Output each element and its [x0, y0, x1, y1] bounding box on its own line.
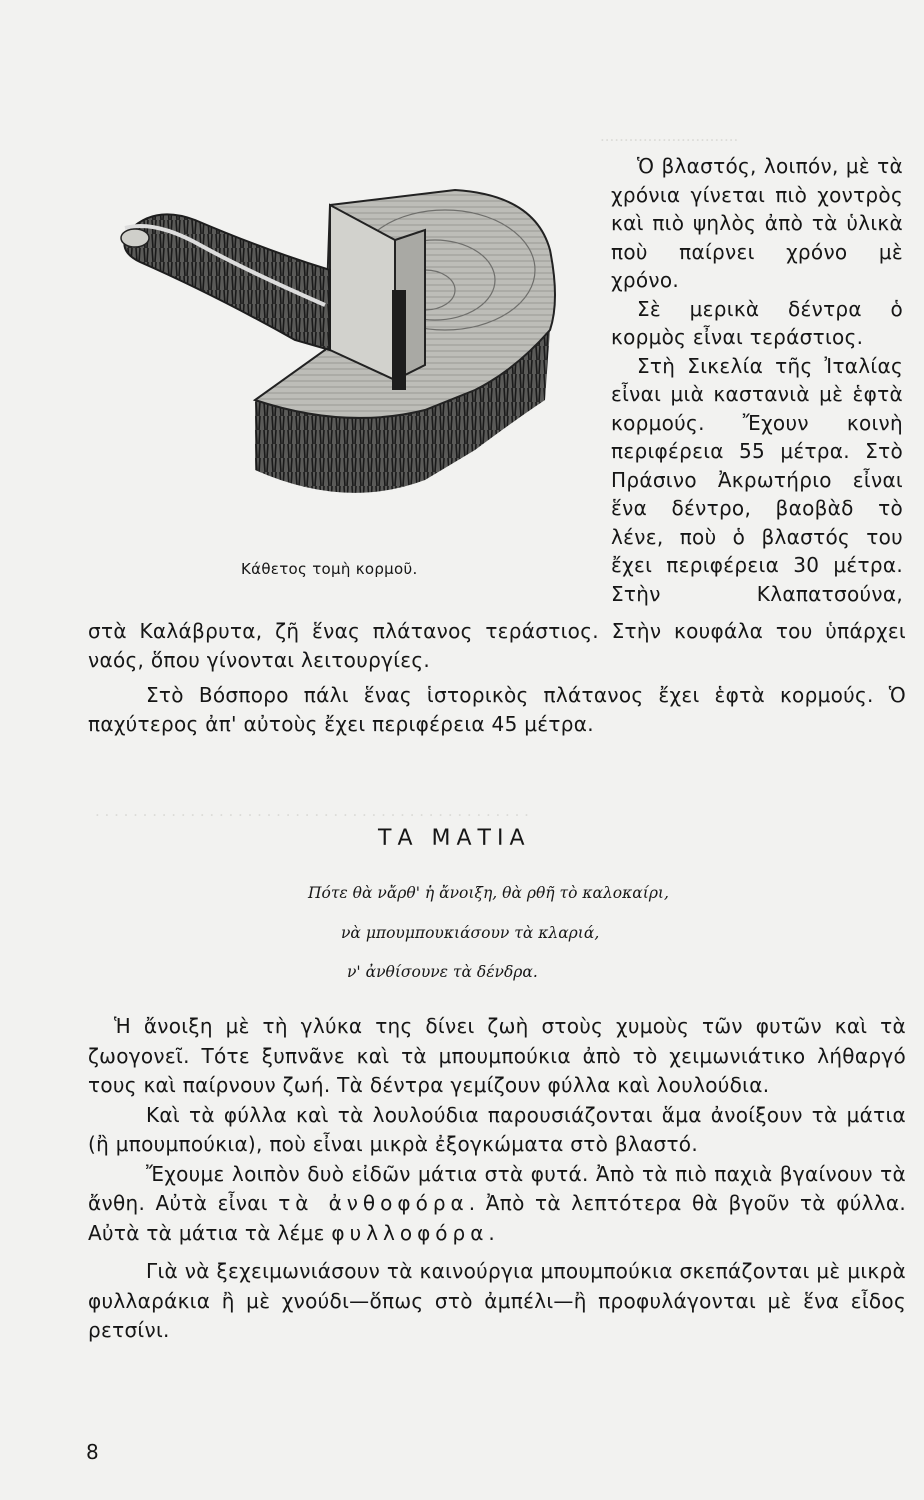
trunk-illustration [95, 150, 595, 570]
paragraph: Στὸ Βόσπορο πάλι ἕνας ἱστορικὸς πλάτανος ἔχει ἑφτὰ κορμούς. Ὁ παχύτερος ἀπ' αὐτοὺς ἔχει περιφέρεια 45 μέτρα. [88, 683, 906, 736]
section-title: ΤΑ ΜΑΤΙΑ [378, 826, 531, 851]
term-flower-bearing: τὰ ἀνθοφόρα [278, 1191, 469, 1215]
poem-line: ν' ἀνθίσουνε τὰ δένδρα. [347, 963, 538, 981]
side-column [611, 152, 903, 608]
paragraph: Καὶ τὰ φύλλα καὶ τὰ λουλούδια παρουσιάζονται ἅμα ἀνοίξουν τὰ μάτια (ἢ μπουμπούκια), ποὺ εἶναι μικρὰ ἐξογκώματα στὸ βλαστό. [88, 1102, 906, 1156]
term-leaf-bearing: φυλλοφόρα [331, 1220, 489, 1245]
bleed-through-text: ····························· [600, 131, 739, 149]
trunk-section-figure [95, 150, 595, 570]
paragraph: Γιὰ νὰ ξεχειμωνιάσουν τὰ καινούργια μπουμπούκια σκεπάζονται μὲ μικρὰ φυλλαράκια ἢ μὲ χνούδι—ὅπως στὸ ἀμπέλι—ἢ προφυλάγονται μὲ ἕνα εἶδος ρετσίνι. [88, 1259, 906, 1342]
poem-line: Πότε θὰ νἄρθ' ἡ ἄνοιξη, θὰ ρθῆ τὸ καλοκαίρι, [308, 884, 669, 902]
page-number: 8 [86, 1440, 99, 1464]
figure-caption: Κάθετος τομὴ κορμοῦ. [241, 560, 418, 578]
poem-line: νὰ μπουμπουκιάσουν τὰ κλαριά, [341, 924, 600, 942]
paragraph: Σὲ μερικὰ δέντρα ὁ κορμὸς εἶναι τεράστιος. [611, 296, 903, 349]
paragraph: Ἔχουμε λοιπὸν δυὸ εἰδῶν μάτια στὰ φυτά. Ἀπὸ τὰ πιὸ παχιὰ βγαίνουν τὰ ἄνθη. Αὐτὰ εἶναι τὰ ἀνθοφόρα. Ἀπὸ τὰ λεπτότερα θὰ βγοῦν τὰ φύλλα. Αὐτὰ τὰ μάτια τὰ λέμε φυλλοφόρα. [88, 1161, 906, 1245]
paragraph: στὰ Καλάβρυτα, ζῆ ἕνας πλάτανος τεράστιος. Στὴν κουφάλα του ὑπάρχει ναός, ὅπου γίνονται λειτουργίες. [88, 619, 906, 672]
section-body [88, 1012, 906, 1346]
body-continuation [88, 617, 906, 739]
paragraph: Ὁ βλαστός, λοιπόν, μὲ τὰ χρόνια γίνεται πιὸ χοντρὸς καὶ πιὸ ψηλὸς ἀπὸ τὰ ὑλικὰ ποὺ παίρνει χρόνο μὲ χρόνο. [611, 154, 903, 292]
paragraph: Στὴ Σικελία τῆς Ἰταλίας εἶναι μιὰ καστανιὰ μὲ ἑφτὰ κορμούς. Ἔχουν κοινὴ περιφέρεια 55 μέτρα. Στὸ Πράσινο Ἀκρωτήριο εἶναι ἕνα δέντρο, βαοβὰδ τὸ λένε, ποὺ ὁ βλαστός του ἔχει περιφέρεια 30 μέτρα. Στὴν Κλαπατσούνα, [611, 353, 903, 606]
text-run: Ἀπὸ τὰ λεπτότερα θὰ βγοῦν τὰ φύλλα. Αὐτὰ τὰ μάτια τὰ λέμε [88, 1191, 906, 1245]
paragraph: Ἡ ἄνοιξη μὲ τὴ γλύκα της δίνει ζωὴ στοὺς χυμοὺς τῶν φυτῶν καὶ τὰ ζωογονεῖ. Τότε ξυπνᾶνε καὶ τὰ μπουμπούκια ἀπὸ τὸ χειμωνιάτικο λήθαργό τους καὶ παίρνουν ζωή. Τὰ δέντρα γεμίζουν φύλλα καὶ λουλούδια. [88, 1014, 906, 1097]
text-run: Ἔχουμε λοιπὸν δυὸ εἰδῶν μάτια στὰ φυτά. Ἀπὸ τὰ πιὸ παχιὰ βγαίνουν τὰ ἄνθη. Αὐτὰ εἶναι [88, 1161, 906, 1215]
bleed-through-text: · · · · · · · · · · · · · · · · · · · · · · · · · · · · · · · · · · · · · · · · · · · · · · [95, 806, 529, 824]
